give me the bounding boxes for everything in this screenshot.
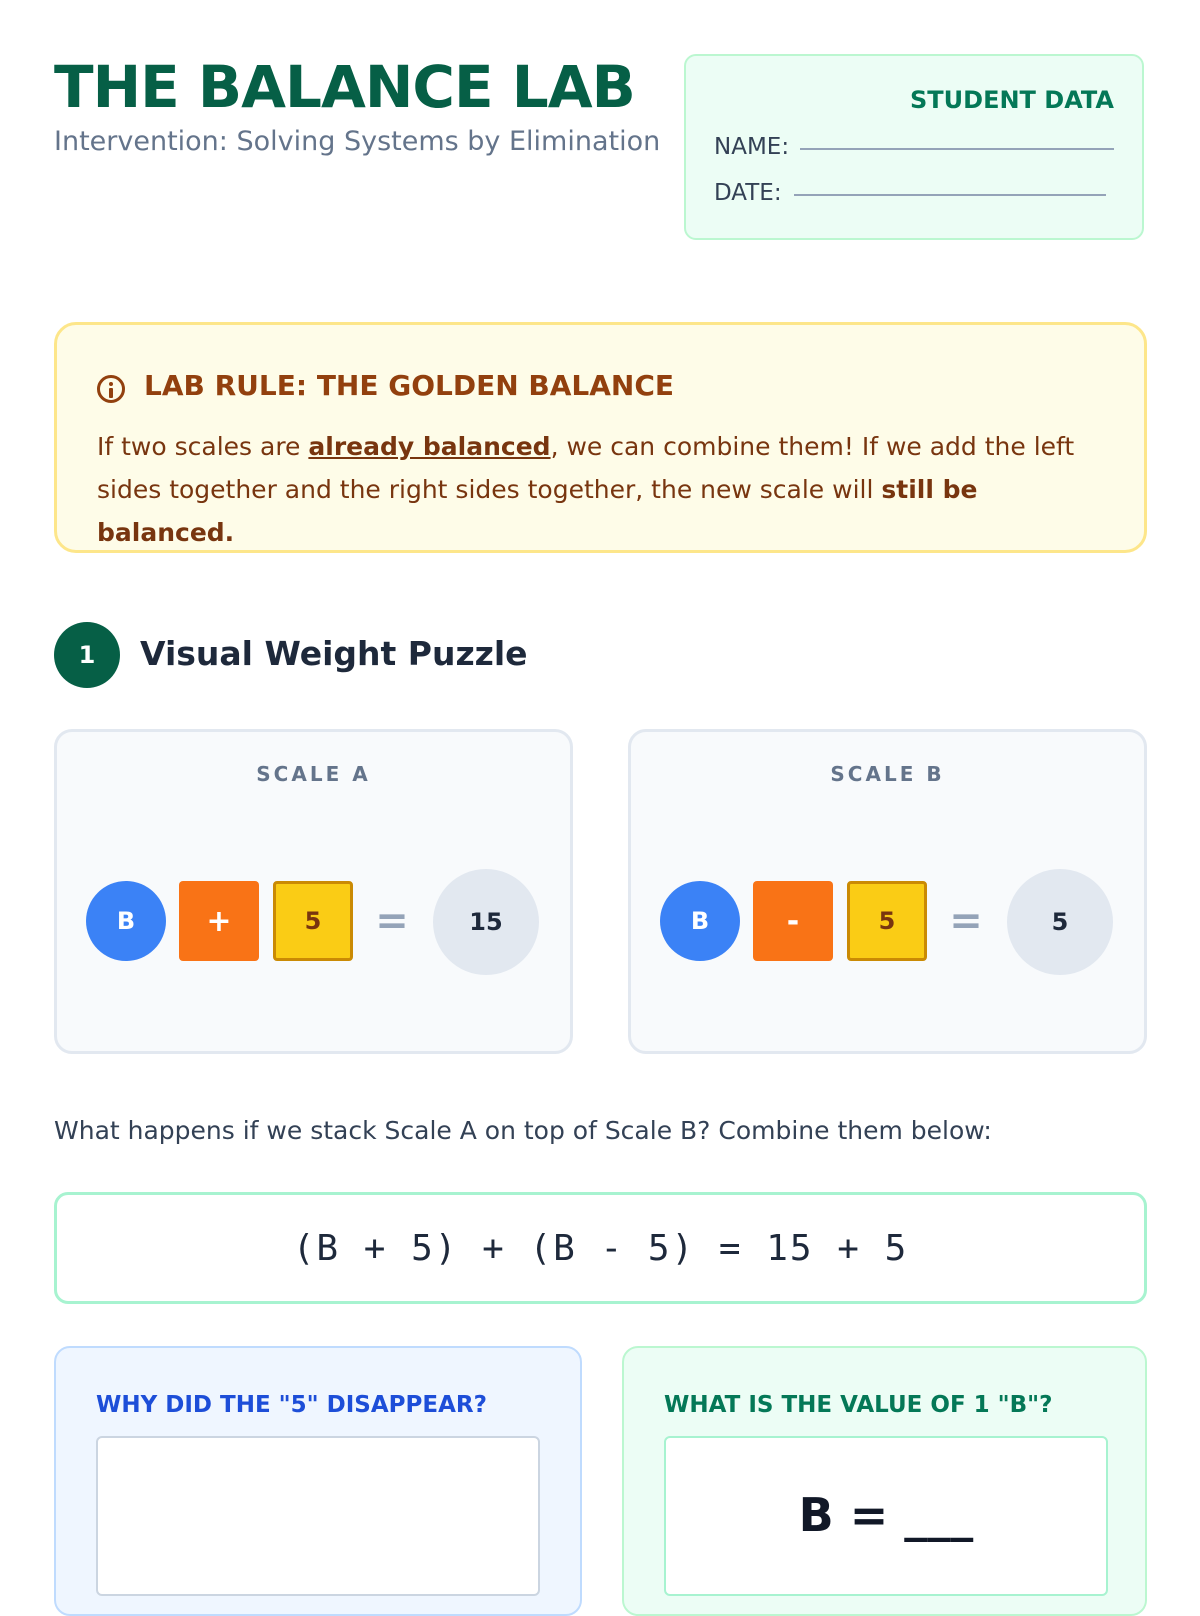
lab-rule-callout <box>54 322 1147 553</box>
variable-weight: B <box>86 881 166 961</box>
scale-label: SCALE A <box>256 762 371 786</box>
value-of-b-card <box>622 1346 1147 1616</box>
page-subtitle: Intervention: Solving Systems by Elimination <box>54 126 661 157</box>
student-data-box <box>684 54 1144 240</box>
number-weight: 5 <box>847 881 927 961</box>
equals-sign: = <box>375 898 409 944</box>
student-data-heading: STUDENT DATA <box>910 86 1114 114</box>
scale-label: SCALE B <box>830 762 945 786</box>
variable-weight: B <box>660 881 740 961</box>
why-disappear-card <box>54 1346 582 1616</box>
number-weight: 5 <box>273 881 353 961</box>
lab-rule-text <box>97 425 1107 554</box>
result-weight: 5 <box>1007 869 1113 975</box>
name-label: NAME: <box>714 134 790 160</box>
value-of-b-label: WHAT IS THE VALUE OF 1 "B"? <box>664 1392 1053 1418</box>
combined-equation-box <box>54 1192 1147 1304</box>
step-number-badge: 1 <box>54 622 120 688</box>
combined-equation: (B + 5) + (B - 5) = 15 + 5 <box>292 1227 909 1269</box>
lab-rule-text-part: If two scales are <box>97 432 309 461</box>
lab-rule-strong: still be balanced. <box>97 475 978 547</box>
operator-block: + <box>179 881 259 961</box>
lab-rule-title: LAB RULE: THE GOLDEN BALANCE <box>144 369 675 402</box>
value-of-b-answer-field[interactable] <box>664 1436 1108 1596</box>
lab-rule-text-part: , we can combine them! If we add the left sides together and the right sides together, the new scale will <box>97 432 1075 504</box>
date-field[interactable] <box>794 194 1106 196</box>
section-title: Visual Weight Puzzle <box>140 634 528 673</box>
page-title: THE BALANCE LAB <box>54 53 635 121</box>
date-label: DATE: <box>714 180 782 206</box>
combine-prompt: What happens if we stack Scale A on top of Scale B? Combine them below: <box>54 1116 992 1145</box>
equals-sign: = <box>949 898 983 944</box>
scale-a-card <box>54 729 573 1054</box>
info-icon <box>97 375 125 403</box>
b-answer-blank: B = ___ <box>798 1488 974 1542</box>
result-weight: 15 <box>433 869 539 975</box>
lab-rule-emphasis: already balanced <box>308 432 551 461</box>
scale-b-card <box>628 729 1147 1054</box>
name-field[interactable] <box>800 148 1114 150</box>
why-disappear-answer-field[interactable] <box>96 1436 540 1596</box>
operator-block: - <box>753 881 833 961</box>
why-disappear-label: WHY DID THE "5" DISAPPEAR? <box>96 1392 487 1418</box>
